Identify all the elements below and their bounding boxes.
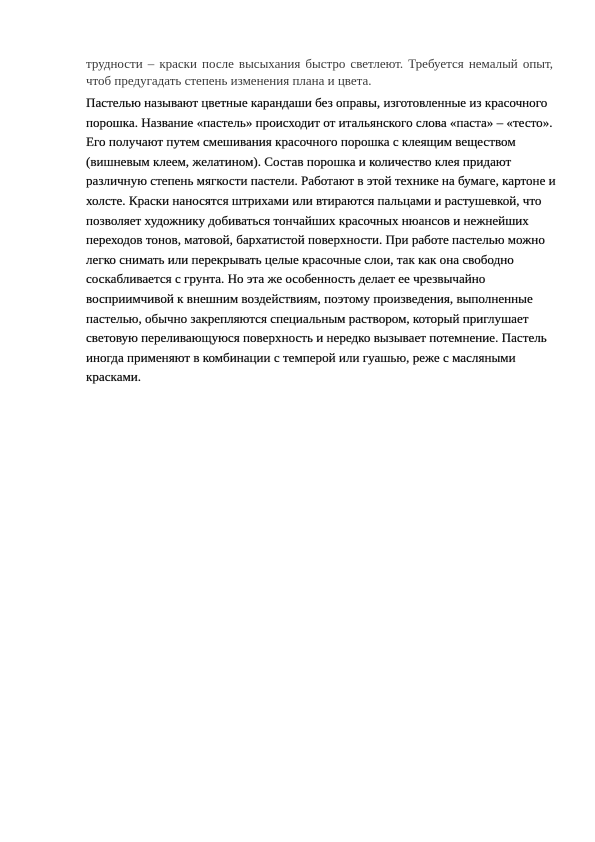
paragraph-continuation: трудности – краски после высыхания быстро светлеют. Требуется немалый опыт, чтоб предугадать степень изменения плана и цвета.: [86, 56, 553, 88]
paragraph-pastel: Пастелью называют цветные карандаши без оправы, изготовленные из красочного порошка. Название «пастель» происходит от итальянского слова «паста» – «тесто». Его получают путем смешивания красочного порошка с клеящим веществом (вишневым клеем, желатином). Состав порошка и количество клея придают различную степень мягкости пастели. Работают в этой технике на бумаге, картоне и холсте. Краски наносятся штрихами или втираются пальцами и растушевкой, что позволяет художнику добиваться тончайших красочных нюансов и нежнейших переходов тонов, матовой, бархатистой поверхности. При работе пастелью можно легко снимать или перекрывать целые красочные слои, так как она свободно соскабливается с грунта. Но эта же особенность делает ее чрезвычайно восприимчивой к внешним воздействиям, поэтому произведения, выполненные пастелью, обычно закрепляются специальным раствором, который приглушает световую переливающуюся поверхность и нередко вызывает потемнение. Пастель иногда применяют в комбинации с темперой или гуашью, реже с масляными красками.: [86, 95, 556, 385]
